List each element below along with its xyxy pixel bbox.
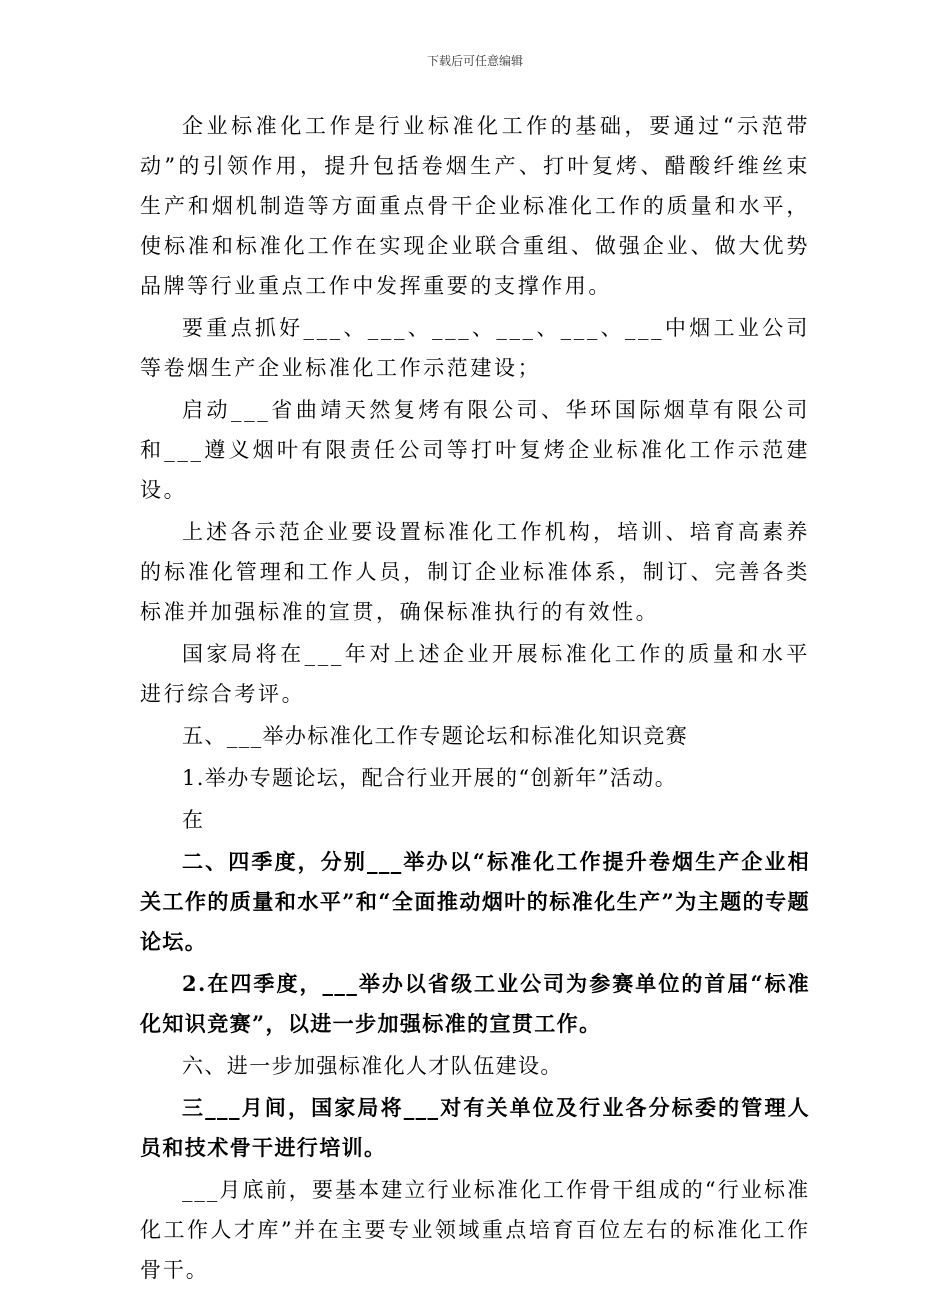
paragraph: 2.在四季度，___举办以省级工业公司为参赛单位的首届“标准化知识竞赛”，以进一步加强标准的宣贯工作。 [140,971,810,1036]
page-header: 下载后可任意编辑 [426,54,523,68]
paragraph: 在 [182,808,206,832]
paragraph: 企业标准化工作是行业标准化工作的基础，要通过“示范带动”的引领作用，提升包括卷烟生产、打叶复烤、醋酸纤维丝束生产和烟机制造等方面重点骨干企业标准化工作的质量和水平，使标准和标准化工作在实现企业联合重组、做强企业、做大优势品牌等行业重点工作中发挥重要的支撑作用。 [140,114,810,298]
paragraph: 国家局将在___年对上述企业开展标准化工作的质量和水平进行综合考评。 [140,642,810,706]
paragraph: 二、四季度，分别___举办以“标准化工作提升卷烟生产企业相关工作的质量和水平”和“全面推动烟叶的标准化生产”为主题的专题论坛。 [140,849,810,954]
document-body [140,106,810,1292]
paragraph: 上述各示范企业要设置标准化工作机构，培训、培育高素养的标准化管理和工作人员，制订企业标准体系，制订、完善各类标准并加强标准的宣贯，确保标准执行的有效性。 [140,520,810,624]
section-heading: 五、___举办标准化工作专题论坛和标准化知识竞赛 [182,724,689,748]
paragraph: 要重点抓好___、___、___、___、___、___中烟工业公司等卷烟生产企业标准化工作示范建设； [140,316,810,380]
paragraph: 三___月间，国家局将___对有关单位及行业各分标委的管理人员和技术骨干进行培训。 [140,1095,810,1160]
section-heading: 六、进一步加强标准化人才队伍建设。 [182,1054,563,1078]
paragraph: 1.举办专题论坛，配合行业开展的“创新年”活动。 [182,766,678,790]
paragraph: ___月底前，要基本建立行业标准化工作骨干组成的“行业标准化工作人才库”并在主要专业领域重点培育百位左右的标准化工作骨干。 [140,1178,810,1282]
paragraph: 启动___省曲靖天然复烤有限公司、华环国际烟草有限公司和___遵义烟叶有限责任公司等打叶复烤企业标准化工作示范建设。 [140,398,810,502]
